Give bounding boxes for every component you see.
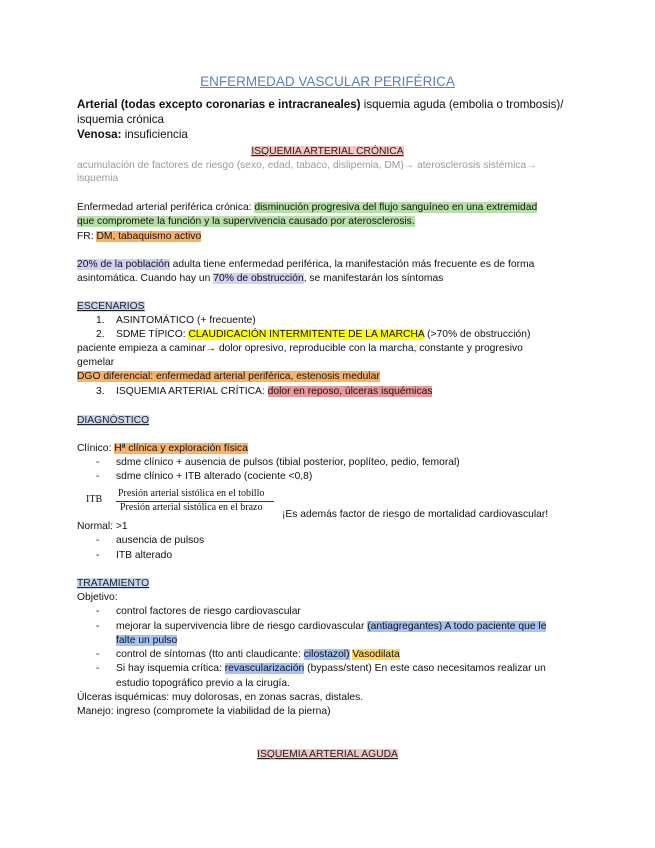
arterial-text: isquemia aguda (embolia o trombosis)/ xyxy=(360,98,564,111)
trat-bullet-1: control factores de riesgo cardiovascular xyxy=(116,606,301,617)
itb-denominator: Presión arterial sistólica en el brazo xyxy=(120,502,263,513)
escenario-2-suffix: (>70% de obstrucción) xyxy=(424,329,531,340)
escenario-3-prefix: ISQUEMIA ARTERIAL CRÍTICA: xyxy=(116,386,268,397)
trat-bullet-1-dash: - xyxy=(96,606,100,617)
fr-label: FR: xyxy=(77,231,97,242)
trat-bullet-2-line-2 xyxy=(116,634,177,647)
vasodilata-highlight: Vasodilata xyxy=(352,649,400,660)
trat-bullet-4-suffix: (bypass/stent) En este caso necesitamos realizar un xyxy=(304,663,546,674)
claudicacion-highlight: CLAUDICACIÓN INTERMITENTE DE LA MARCHA xyxy=(188,329,425,340)
escenario-3-num: 3. xyxy=(96,386,105,397)
diag-bullet-2: sdme clínico + ITB alterado (cociente <0,8) xyxy=(116,471,313,482)
pulso-highlight: falte un pulso xyxy=(116,635,178,646)
venosa-label: Venosa: xyxy=(77,128,122,141)
escenario-2-line-3: gemelar xyxy=(77,357,115,368)
escenarios-heading-wrap xyxy=(77,300,145,313)
prevalence-highlight: 20% de la población xyxy=(77,259,170,270)
dgo-highlight: DGO diferencial: enfermedad arterial periférica, estenosis medular xyxy=(77,371,380,382)
venosa-text: insuficiencia xyxy=(121,128,188,141)
diagnostico-heading-wrap xyxy=(77,414,149,427)
prevalence-text: adulta tiene enfermedad periférica, la manifestación más frecuente es de forma xyxy=(169,259,535,270)
tratamiento-heading-wrap xyxy=(77,577,149,590)
cronica-heading: ISQUEMIA ARTERIAL CRÓNICA xyxy=(251,146,404,157)
trat-bullet-4-line-2: estudio topográfico previo a la cirugía. xyxy=(116,678,291,689)
manejo-line: Manejo: ingreso (compromete la viabilidad de la pierna) xyxy=(77,706,331,717)
fr-value: DM, tabaquismo activo xyxy=(96,231,202,242)
arterial-label: Arterial (todas excepto coronarias e intracraneales) xyxy=(77,98,361,111)
clinico-highlight: Hª clínica y exploración física xyxy=(114,443,248,454)
prevalence-line-1 xyxy=(77,258,534,271)
diag-bullet-1: sdme clínico + ausencia de pulsos (tibial posterior, poplíteo, pedio, femoral) xyxy=(116,457,460,468)
trat-bullet-4-prefix: Si hay isquemia crítica: xyxy=(116,663,225,674)
diagnostico-heading: DIAGNÓSTICO xyxy=(77,415,150,426)
trat-bullet-3-prefix: control de síntomas (tto anti claudicante: xyxy=(116,649,304,660)
escenario-2-line-2: paciente empieza a caminar→ dolor opresivo, reproducible con la marcha, constante y progresivo xyxy=(77,343,523,354)
objetivo-line: Objetivo: xyxy=(77,592,118,603)
itb-note: ¡Es además factor de riesgo de mortalidad cardiovascular! xyxy=(282,509,549,520)
critica-highlight: dolor en reposo, úlceras isquémicas xyxy=(267,386,433,397)
diag-bullet-2-dash: - xyxy=(96,471,100,482)
itb-numerator: Presión arterial sistólica en el tobillo xyxy=(118,488,265,499)
clinico-label: Clínico: xyxy=(77,443,115,454)
normal-bullet-2-dash: - xyxy=(96,550,100,561)
antiagregantes-highlight: (antiagregantes) A todo paciente que le xyxy=(367,621,547,632)
normal-bullet-2: ITB alterado xyxy=(116,550,173,561)
obstruction-highlight: 70% de obstrucción xyxy=(213,273,304,284)
trat-bullet-3-dash: - xyxy=(96,649,100,660)
trat-bullet-4 xyxy=(116,662,546,675)
risk-line-2: isquemia xyxy=(77,173,119,184)
trat-bullet-2-prefix: mejorar la supervivencia libre de riesgo cardiovascular xyxy=(116,621,368,632)
trat-bullet-3 xyxy=(116,648,400,661)
escenarios-heading: ESCENARIOS xyxy=(77,301,145,312)
aguda-heading: ISQUEMIA ARTERIAL AGUDA xyxy=(257,749,398,760)
escenario-2 xyxy=(116,328,530,341)
normal-line: Normal: >1 xyxy=(77,521,128,532)
diag-bullet-1-dash: - xyxy=(96,457,100,468)
escenario-1: ASINTOMÁTICO (+ frecuente) xyxy=(116,315,256,326)
fr-line xyxy=(77,230,201,243)
venosa-line xyxy=(77,127,188,142)
trat-bullet-2-dash: - xyxy=(96,621,100,632)
prevalence-text-a: asintomática. Cuando hay un xyxy=(77,273,214,284)
tratamiento-heading: TRATAMIENTO xyxy=(77,578,150,589)
normal-bullet-1: ausencia de pulsos xyxy=(116,535,205,546)
prevalence-line-2 xyxy=(77,272,443,285)
cronica-heading-wrap xyxy=(0,145,655,158)
definition-line-2 xyxy=(77,215,415,228)
page-title: ENFERMEDAD VASCULAR PERIFÉRICA xyxy=(200,74,455,89)
escenario-2-num: 2. xyxy=(96,329,105,340)
revascularizacion-highlight: revascularización xyxy=(224,663,305,674)
itb-label: ITB xyxy=(86,494,103,505)
clinico-line xyxy=(77,442,248,455)
definition-highlight-1: disminución progresiva del flujo sanguíneo en una extremidad xyxy=(254,202,538,213)
definition-prefix: Enfermedad arterial periférica crónica: xyxy=(77,202,255,213)
definition-highlight-2: que compromete la función y la supervivencia causado por aterosclerosis. xyxy=(77,216,415,227)
arterial-line xyxy=(77,97,564,112)
trat-bullet-4-dash: - xyxy=(96,663,100,674)
escenario-3 xyxy=(116,385,432,398)
dgo-line xyxy=(77,370,380,383)
arterial-text-2: isquemia crónica xyxy=(77,113,164,126)
cilostazol-highlight: cilostazol) xyxy=(303,649,350,660)
normal-bullet-1-dash: - xyxy=(96,535,100,546)
ulceras-line: Úlceras isquémicas: muy dolorosas, en zonas sacras, distales. xyxy=(77,692,364,703)
escenario-1-num: 1. xyxy=(96,315,105,326)
risk-line-1: acumulación de factores de riesgo (sexo, edad, tabaco, dislipemia, DM)→ aterosclerosis sistémica→ xyxy=(77,160,537,171)
aguda-heading-wrap xyxy=(0,748,655,761)
trat-bullet-2 xyxy=(116,620,546,633)
definition-line-1 xyxy=(77,201,537,214)
escenario-2-prefix: SDME TÍPICO: xyxy=(116,329,189,340)
prevalence-text-b: , se manifestarán los síntomas xyxy=(303,273,444,284)
